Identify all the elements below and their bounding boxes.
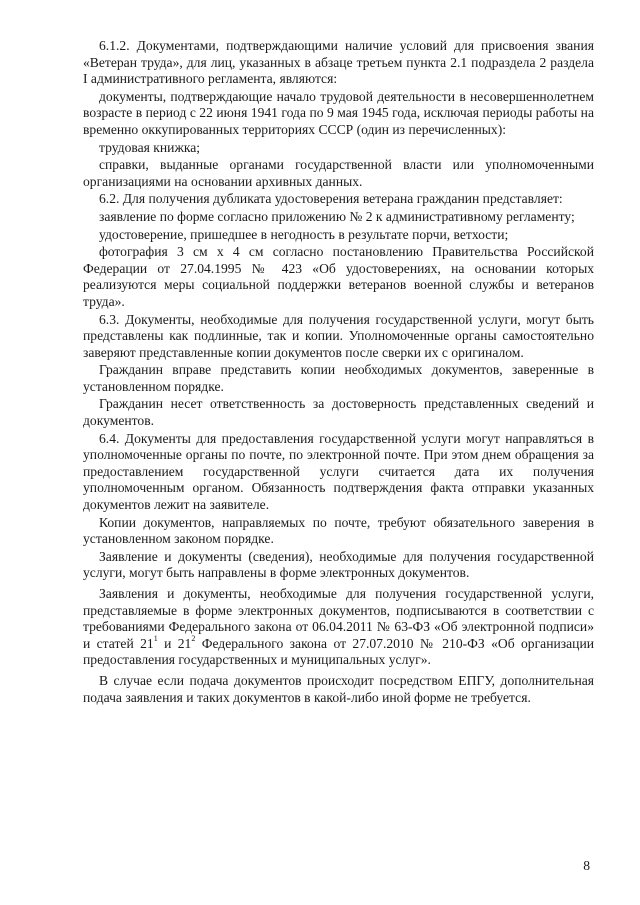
document-body — [83, 38, 594, 706]
paragraph-6-1-2: 6.1.2. Документами, подтверждающими наличие условий для присвоения звания «Ветеран труда», для лиц, указанных в абзаце третьем пункта 2.1 подраздела 2 раздела I административного регламента, являются: — [83, 38, 594, 87]
paragraph-copies-right: Гражданин вправе представить копии необходимых документов, заверенные в установленном порядке. — [83, 362, 594, 394]
esign-text-part-3: Федерального закона от 27.07.2010 № 210-ФЗ «Об организации предоставления государственных и муниципальных услуг». — [83, 635, 594, 668]
paragraph-application-form: заявление по форме согласно приложению № 2 к административному регламенту; — [99, 208, 575, 224]
page-number: 8 — [583, 858, 590, 873]
esign-text-part-2: и 21 — [157, 635, 192, 651]
paragraph-certificates: справки, выданные органами государственной власти или уполномоченными организациями на основании архивных данных. — [83, 157, 594, 189]
paragraph-work-book: трудовая книжка; — [99, 139, 201, 155]
superscript-2: 2 — [191, 634, 196, 644]
paragraph-responsibility: Гражданин несет ответственность за достоверность представленных сведений и документов. — [83, 396, 594, 429]
esign-text-part-1: Заявления и документы, необходимые для получения государственной услуги, представляемые в форме электронных документов, подписываются в соответствии с требованиями Федерального закона от 06.04.2011 № 63-ФЗ «Об электронной подписи» и статей 21 — [83, 586, 594, 651]
paragraph-6-4: 6.4. Документы для предоставления государственной услуги могут направляться в уполномоченные органы по почте, по электронной почте. При этом днем обращения за предоставлением государственной услуги считается дата их получения уполномоченным органом. Обязанность подтверждения факта отправки указанных документов лежит на заявителе. — [83, 430, 594, 513]
superscript-1: 1 — [153, 634, 158, 644]
paragraph-damaged-id: удостоверение, пришедшее в негодность в результате порчи, ветхости; — [99, 226, 509, 242]
paragraph-electronic-signature — [83, 586, 594, 669]
paragraph-electronic-docs: Заявление и документы (сведения), необходимые для получения государственной услуги, могут быть направлены в форме электронных документов. — [83, 548, 594, 581]
paragraph-documents-minors: документы, подтверждающие начало трудовой деятельности в несовершеннолетнем возрасте в период с 22 июня 1941 года по 9 мая 1945 года, исключая периоды работы на временно оккупированных территориях СССР (один из перечисленных): — [83, 88, 594, 137]
paragraph-mail-copies: Копии документов, направляемых по почте, требуют обязательного заверения в установленном законом порядке. — [83, 514, 594, 547]
paragraph-photo: фотография 3 см х 4 см согласно постановлению Правительства Российской Федерации от 27.04.1995 № 423 «Об удостоверениях, на основании которых реализуются меры социальной поддержки ветеранов военной службы и ветеранов труда». — [83, 244, 594, 309]
paragraph-epgu: В случае если подача документов происходит посредством ЕПГУ, дополнительная подача заявления и таких документов в какой-либо иной форме не требуется. — [83, 672, 594, 705]
paragraph-6-3: 6.3. Документы, необходимые для получения государственной услуги, могут быть представлены как подлинные, так и копии. Уполномоченные органы самостоятельно заверяют представленные копии документов после сверки их с оригиналом. — [83, 311, 594, 360]
paragraph-6-2: 6.2. Для получения дубликата удостоверения ветерана гражданин представляет: — [99, 191, 563, 207]
